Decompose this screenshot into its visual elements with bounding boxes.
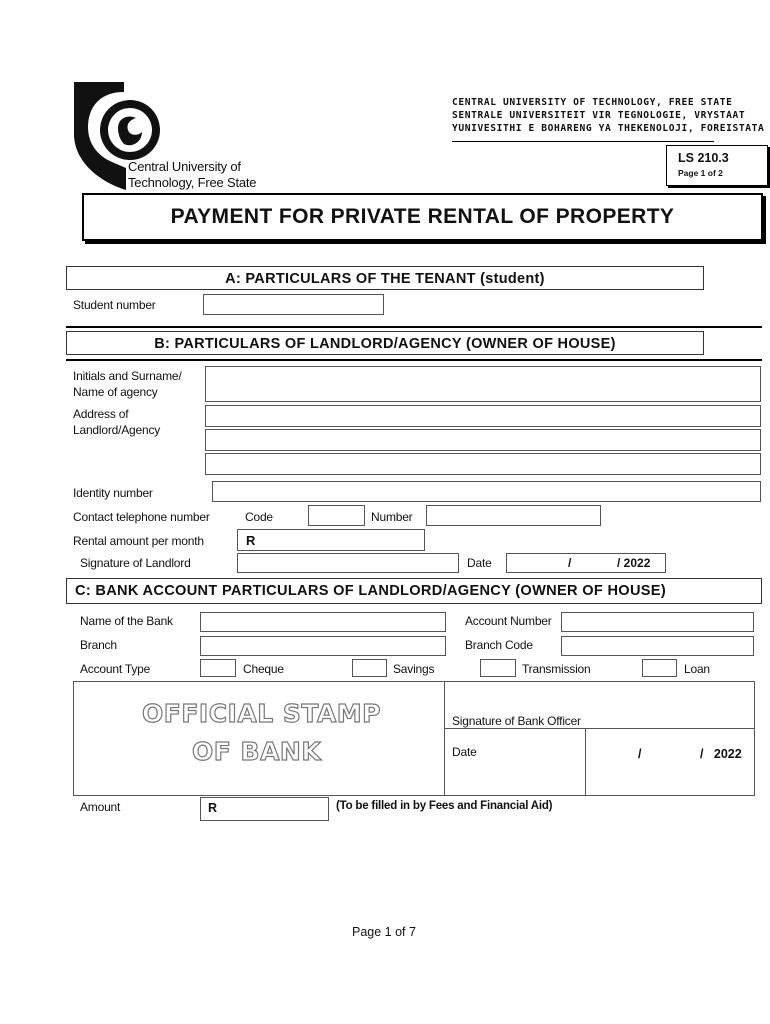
bank-officer-signature-field[interactable] — [444, 681, 755, 729]
landlord-date-year: / 2022 — [617, 556, 651, 570]
savings-checkbox[interactable] — [352, 659, 387, 677]
bank-stamp-area[interactable] — [73, 681, 445, 796]
form-code-box — [666, 145, 768, 186]
form-page: Page 1 of 2 — [678, 168, 723, 178]
amount-field[interactable] — [200, 797, 329, 821]
section-c-header — [66, 578, 762, 604]
amount-note: (To be filled in by Fees and Financial Aid) — [336, 800, 553, 812]
form-title: PAYMENT FOR PRIVATE RENTAL OF PROPERTY — [170, 205, 675, 228]
telephone-number-field[interactable] — [426, 505, 601, 526]
account-number-label: Account Number — [465, 614, 552, 628]
bank-name-field[interactable] — [200, 612, 446, 632]
bank-date-slash: / — [638, 747, 642, 761]
telephone-number-label: Number — [371, 510, 413, 524]
landlord-signature-label: Signature of Landlord — [80, 556, 191, 570]
rental-amount-label: Rental amount per month — [73, 534, 204, 548]
account-number-field[interactable] — [561, 612, 754, 632]
bank-date-field[interactable] — [585, 728, 755, 796]
address-field-line1[interactable] — [205, 405, 761, 427]
rental-currency-prefix: R — [246, 533, 256, 548]
stamp-text-line1: OFFICIAL STAMP — [142, 699, 382, 728]
branch-label: Branch — [80, 638, 117, 652]
address-field-line3[interactable] — [205, 453, 761, 475]
transmission-checkbox[interactable] — [480, 659, 516, 677]
header-divider — [452, 141, 714, 142]
landlord-date-field[interactable] — [506, 553, 666, 573]
transmission-label: Transmission — [522, 662, 591, 676]
page-number: Page 1 of 7 — [352, 925, 416, 939]
logo — [70, 82, 270, 192]
section-b-divider — [66, 359, 762, 361]
section-a-title: A: PARTICULARS OF THE TENANT (student) — [225, 271, 545, 287]
logo-text-line1: Central University of — [128, 159, 241, 174]
section-b-header — [66, 331, 704, 355]
landlord-name-label-2: Name of agency — [73, 385, 158, 399]
contact-telephone-label: Contact telephone number — [73, 510, 210, 524]
bank-officer-signature-label: Signature of Bank Officer — [452, 714, 581, 728]
address-label-1: Address of — [73, 407, 129, 421]
loan-label: Loan — [684, 662, 710, 676]
telephone-code-label: Code — [245, 510, 273, 524]
telephone-code-field[interactable] — [308, 505, 365, 526]
cheque-label: Cheque — [243, 662, 284, 676]
uni-name-afrikaans: SENTRALE UNIVERSITEIT VIR TEGNOLOGIE, VRYSTAAT — [452, 110, 746, 121]
landlord-name-label-1: Initials and Surname/ — [73, 369, 182, 383]
identity-number-label: Identity number — [73, 486, 153, 500]
section-a-divider — [66, 326, 762, 328]
uni-name-sesotho: YUNIVESITHI E BOHARENG YA THEKENOLOJI, FOREISTATA — [452, 123, 765, 134]
bank-date-year: / 2022 — [700, 747, 742, 761]
branch-code-label: Branch Code — [465, 638, 533, 652]
identity-number-field[interactable] — [212, 481, 761, 502]
address-field-line2[interactable] — [205, 429, 761, 451]
university-names — [452, 96, 764, 135]
branch-field[interactable] — [200, 636, 446, 656]
logo-text-line2: Technology, Free State — [128, 175, 257, 190]
landlord-date-label: Date — [467, 556, 492, 570]
savings-label: Savings — [393, 662, 435, 676]
section-a-header — [66, 266, 704, 290]
bank-name-label: Name of the Bank — [80, 614, 173, 628]
section-b-title: B: PARTICULARS OF LANDLORD/AGENCY (OWNER OF HOUSE) — [154, 336, 616, 352]
bank-date-label-cell — [444, 728, 586, 796]
rental-amount-field[interactable] — [237, 529, 425, 551]
landlord-signature-field[interactable] — [237, 553, 459, 573]
address-label-2: Landlord/Agency — [73, 423, 161, 437]
account-type-label: Account Type — [80, 662, 151, 676]
amount-label: Amount — [80, 800, 121, 814]
form-code: LS 210.3 — [678, 151, 729, 165]
cheque-checkbox[interactable] — [200, 659, 236, 677]
bank-date-label: Date — [452, 745, 477, 759]
section-c-title: C: BANK ACCOUNT PARTICULARS OF LANDLORD/AGENCY (OWNER OF HOUSE) — [75, 583, 667, 599]
stamp-text-line2: OF BANK — [192, 737, 322, 766]
loan-checkbox[interactable] — [642, 659, 677, 677]
student-number-label: Student number — [73, 298, 156, 312]
student-number-field[interactable] — [203, 294, 384, 315]
landlord-name-field[interactable] — [205, 366, 761, 402]
branch-code-field[interactable] — [561, 636, 754, 656]
landlord-date-slash: / — [568, 556, 572, 570]
amount-currency-prefix: R — [208, 801, 218, 815]
form-title-box — [82, 193, 763, 241]
uni-name-english: CENTRAL UNIVERSITY OF TECHNOLOGY, FREE STATE — [452, 97, 733, 108]
